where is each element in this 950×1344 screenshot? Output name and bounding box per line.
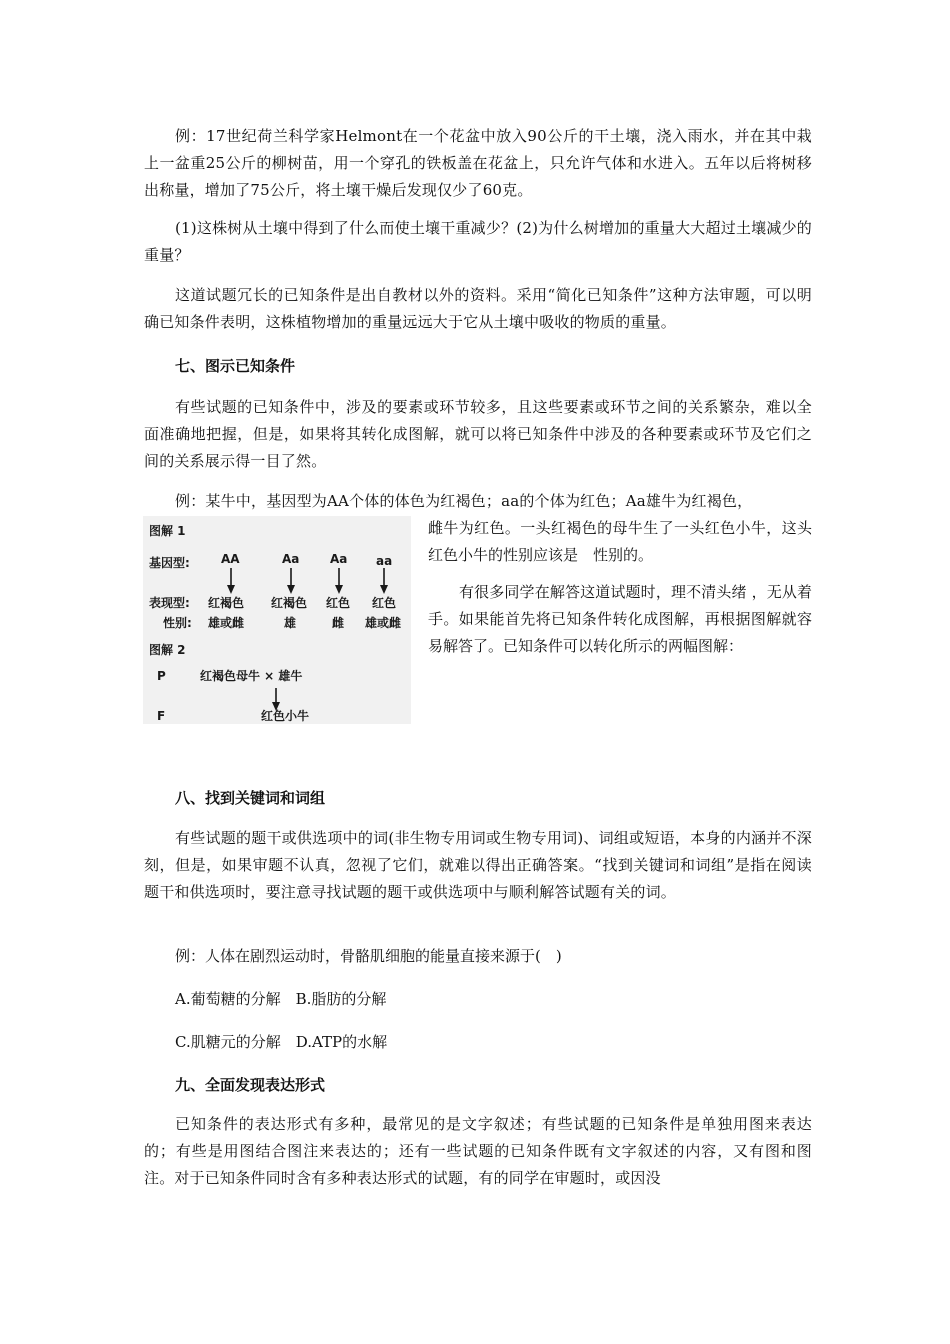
example1-questions: (1)这株树从土壤中得到了什么而使土壤干重减少？(2)为什么树增加的重量大大超过土壤减少的重量？ (144, 219, 812, 264)
phenotype-col3: 红色 (326, 596, 351, 610)
section8-heading: 八、找到关键词和词组 (175, 789, 326, 807)
phenotype-col1: 红褐色 (208, 596, 245, 610)
genotype-col4: aa (376, 554, 393, 568)
offspring-value: 红色小牛 (261, 709, 310, 723)
arrow-col1-head (227, 585, 235, 594)
section8-options-row1: A.葡萄糖的分解 B.脂肪的分解 (175, 990, 387, 1008)
section8-options-row2: C.肌糖元的分解 D.ATP的水解 (175, 1033, 388, 1051)
offspring-label: F (157, 709, 166, 723)
arrow-col3-head (335, 585, 343, 594)
parent-label: P (157, 669, 166, 683)
section7-example-first-line: 例：某牛中，基因型为AA个体的体色为红褐色；aa的个体为红色；Aa雄牛为红褐色， (175, 492, 753, 510)
section8-intro: 有些试题的题干或供选项中的词(非生物专用词或生物专用词)、词组或短语，本身的内涵并不深刻，但是，如果审题不认真，忽视了它们，就难以得出正确答案。“找到关键词和词组”是指在阅读题干和供选项时，要注意寻找试题的题干或供选项中与顺利解答试题有关的词。 (144, 829, 812, 901)
sex-col2: 雄 (284, 616, 297, 630)
example1-analysis: 这道试题冗长的已知条件是出自教材以外的资料。采用“简化已知条件”这种方法审题，可以明确已知条件表明，这株植物增加的重量远远大于它从土壤中吸收的物质的重量。 (144, 286, 812, 331)
genotype-col3: Aa (330, 552, 348, 566)
arrow-col4-head (380, 585, 388, 594)
phenotype-col2: 红褐色 (271, 596, 308, 610)
section9-intro: 已知条件的表达形式有多种，最常见的是文字叙述；有些试题的已知条件是单独用图来表达的；有些是用图结合图注来表达的；还有一些试题的已知条件既有文字叙述的内容，又有图和图注。对于已知条件同时含有多种表达形式的试题，有的同学在审题时，或因没 (144, 1115, 812, 1187)
example1-paragraph: 例：17世纪荷兰科学家Helmont在一个花盆中放入90公斤的干土壤，浇入雨水，并在其中栽上一盆重25公斤的柳树苗，用一个穿孔的铁板盖在花盆上，只允许气体和水进入。五年以后将树移出称量，增加了75公斤，将土壤干燥后发现仅少了60克。 (144, 127, 812, 199)
section7-explain: 有很多同学在解答这道试题时，理不清头绪 ，无从着手。如果能首先将已知条件转化成图解，再根据图解就容易解答了。已知条件可以转化所示的两幅图解： (428, 583, 812, 655)
section8-question: 例：人体在剧烈运动时，骨骼肌细胞的能量直接来源于( ) (175, 947, 562, 965)
genotype-label: 基因型: (149, 556, 190, 570)
arrow-col2-head (287, 585, 295, 594)
phenotype-col4: 红色 (372, 596, 397, 610)
section7-intro: 有些试题的已知条件中，涉及的要素或环节较多，且这些要素或环节之间的关系繁杂，难以全面准确地把握，但是，如果将其转化成图解，就可以将已知条件中涉及的各种要素或环节及它们之间的关系展示得一目了然。 (144, 398, 812, 470)
section7-heading: 七、图示已知条件 (175, 357, 296, 375)
phenotype-label: 表现型: (149, 596, 190, 610)
sex-col3: 雌 (332, 616, 345, 630)
sex-label: 性别: (163, 616, 192, 630)
parent-cross: 红褐色母牛 × 雄牛 (200, 669, 303, 683)
sex-col1: 雄或雌 (208, 616, 245, 630)
genetics-diagram (143, 516, 411, 724)
diagram1-title: 图解 1 (149, 524, 186, 538)
sex-col4: 雄或雌 (365, 616, 402, 630)
section7-example-rest: 雌牛为红色。一头红褐色的母牛生了一头红色小牛，这头红色小牛的性别应该是 性别的。 (428, 519, 812, 564)
genotype-col2: Aa (282, 552, 300, 566)
diagram2-title: 图解 2 (149, 643, 186, 657)
genotype-col1: AA (221, 552, 240, 566)
section9-heading: 九、全面发现表达形式 (175, 1076, 326, 1094)
